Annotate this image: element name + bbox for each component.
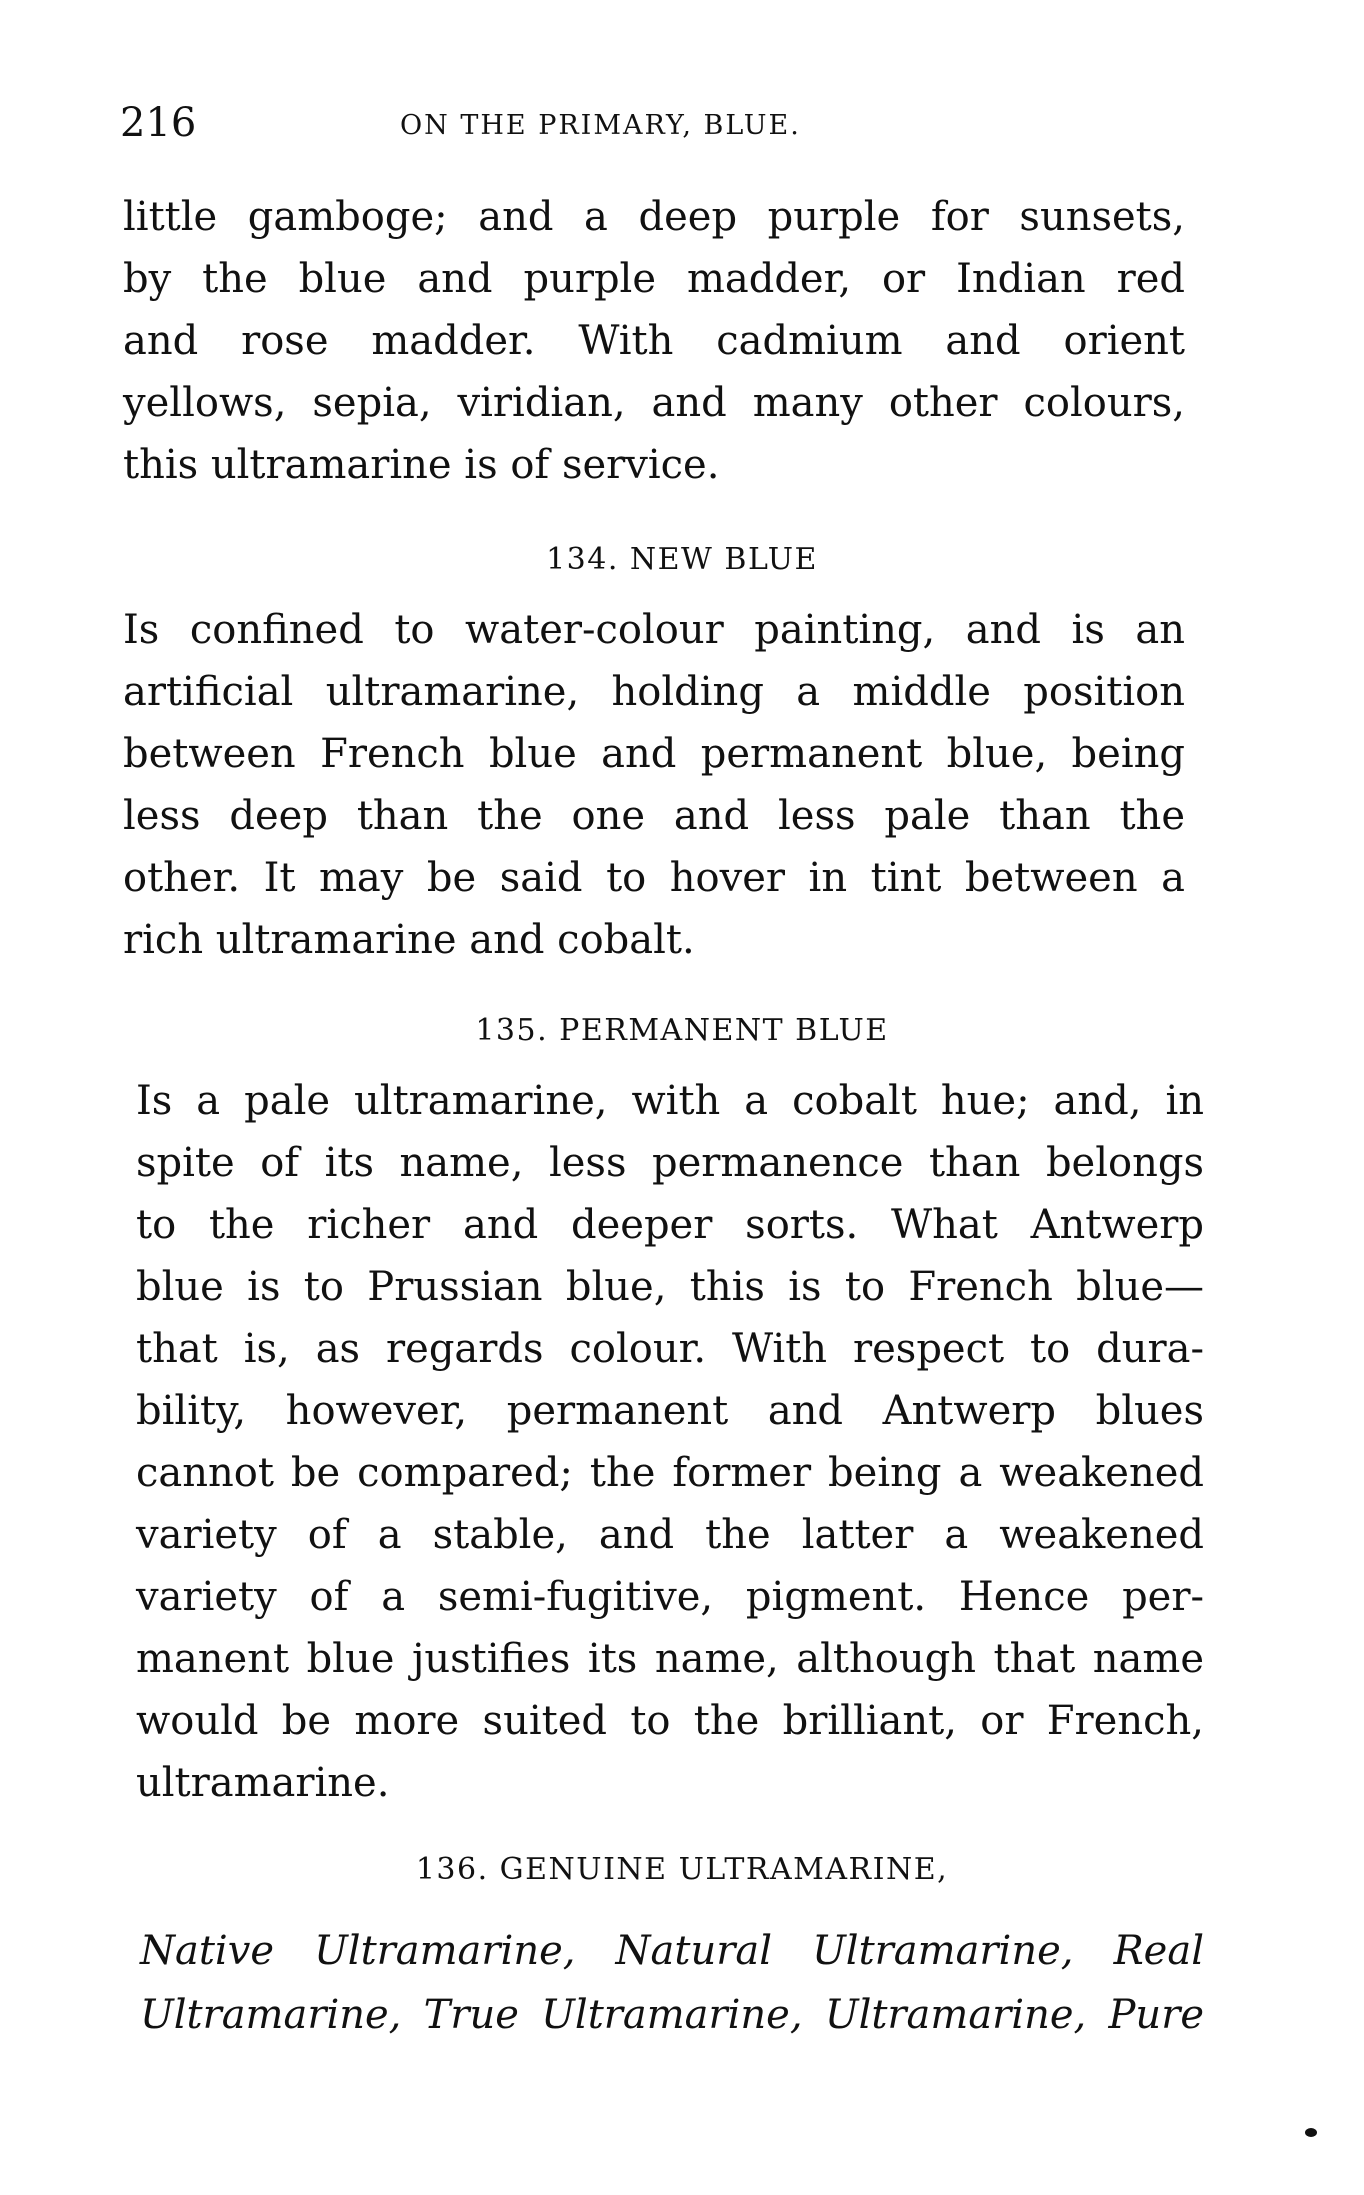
text-line: Ultramarine, True Ultramarine, Ultramarine, Pure <box>140 1992 1204 2038</box>
text-line: little gamboge; and a deep purple for sunsets, <box>123 194 1185 240</box>
text-line: yellows, sepia, viridian, and many other colours, <box>123 380 1185 426</box>
text-line: that is, as regards colour. With respect to dura- <box>136 1326 1204 1372</box>
text-line: blue is to Prussian blue, this is to French blue— <box>136 1264 1204 1310</box>
section-heading: 134. NEW BLUE <box>546 542 818 577</box>
text-line: Native Ultramarine, Natural Ultramarine, Real <box>140 1928 1204 1974</box>
section-heading: 135. PERMANENT BLUE <box>475 1013 889 1048</box>
text-line: less deep than the one and less pale than the <box>123 793 1185 839</box>
text-line: ultramarine. <box>136 1760 390 1806</box>
text-line: Is confined to water-colour painting, and is an <box>123 607 1185 653</box>
text-line: variety of a semi-fugitive, pigment. Hence per- <box>136 1574 1204 1620</box>
text-line: cannot be compared; the former being a weakened <box>136 1450 1204 1496</box>
text-line: by the blue and purple madder, or Indian red <box>123 256 1185 302</box>
text-line: bility, however, permanent and Antwerp blues <box>136 1388 1204 1434</box>
text-line: between French blue and permanent blue, being <box>123 731 1185 777</box>
text-line: rich ultramarine and cobalt. <box>123 917 695 963</box>
ink-blot-mark <box>1305 2128 1317 2137</box>
page-number: 216 <box>120 100 197 146</box>
text-line: other. It may be said to hover in tint between a <box>123 855 1185 901</box>
text-line: to the richer and deeper sorts. What Antwerp <box>136 1202 1204 1248</box>
text-line: artificial ultramarine, holding a middle position <box>123 669 1185 715</box>
text-line: spite of its name, less permanence than belongs <box>136 1140 1204 1186</box>
text-line: this ultramarine is of service. <box>123 442 720 488</box>
text-line: manent blue justifies its name, although that name <box>136 1636 1204 1682</box>
section-heading: 136. GENUINE ULTRAMARINE, <box>415 1852 949 1887</box>
running-head: ON THE PRIMARY, BLUE. <box>400 110 801 141</box>
text-line: Is a pale ultramarine, with a cobalt hue; and, in <box>136 1078 1204 1124</box>
text-line: and rose madder. With cadmium and orient <box>123 318 1185 364</box>
text-line: would be more suited to the brilliant, or French, <box>136 1698 1204 1744</box>
text-line: variety of a stable, and the latter a weakened <box>136 1512 1204 1558</box>
